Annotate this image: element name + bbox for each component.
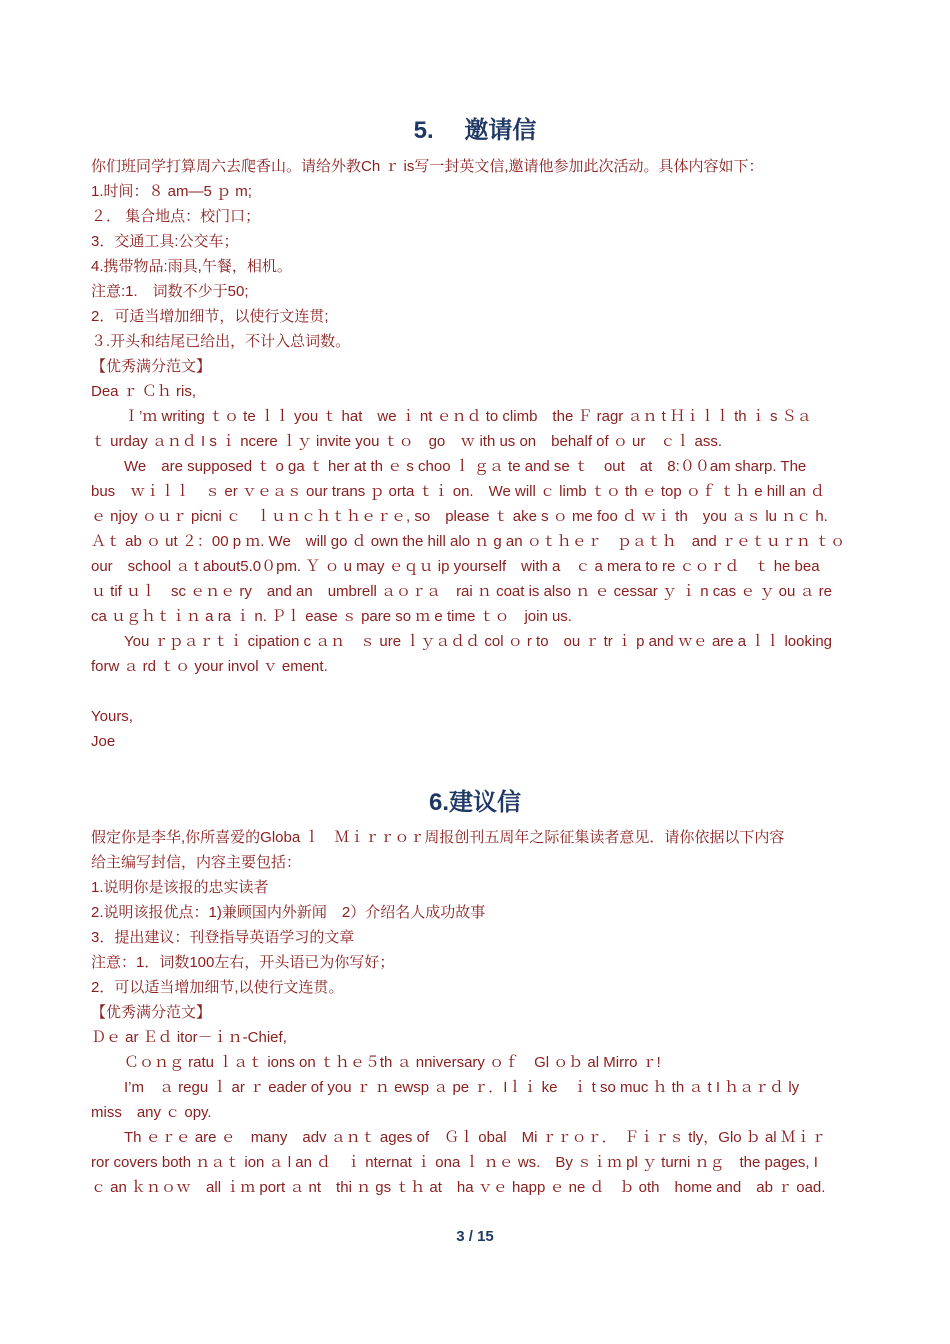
letter-body-line: forw ａ rd ｔｏ your invol ｖ ement. <box>91 658 328 675</box>
letter-body-line: Ａｔ ab ｏ ut ２：00 p ｍ. We will go ｄ own the hill alo ｎ g an ｏｔｈｅｒ ｐａｔｈ and ｒｅｔｕｒｎ ｔｏ <box>91 533 846 550</box>
task-intro-line: 你们班同学打算周六去爬香山。请给外教Ch ｒ is写一封英文信,邀请他参加此次活动。具体内容如下： <box>91 158 764 175</box>
letter-signature: Joe <box>91 733 116 750</box>
task-item-belongings: 4.携带物品:雨具,午餐，相机。 <box>91 258 292 275</box>
task-item: 1.说明你是该报的忠实读者 <box>91 879 269 896</box>
letter-body-line: ｅ njoy ｏｕｒ picni ｃ ｌｕｎｃｈｔｈｅｒｅ, so please ｔ ake s ｏ me foo ｄ ｗｉ th you ａｓ lu ｎｃ h. <box>91 508 828 525</box>
letter-body-line: Ｉ’ｍ writing ｔｏ te ｌｌ you ｔ hat we ｉ nt ｅｎｄ to climb the Ｆ ragr ａｎ t Ｈｉｌｌ th ｉ s Ｓａ <box>124 408 812 425</box>
note-line: 注意:1. 词数不少于50; <box>91 283 249 300</box>
note-line: 2．可适当增加细节，以使行文连贯; <box>91 308 329 325</box>
section-6-body <box>91 825 859 1200</box>
letter-body-line: our school ａ t about5.0０pm. Ｙ ｏ u may ｅｑｕ ip yourself with a ｃ a mera to re ｃｏｒｄ ｔ he bea <box>91 558 820 575</box>
page-number: 3 / 15 <box>456 1228 494 1245</box>
letter-body-line: We are supposed ｔ o ga ｔ her at th ｅ s choo ｌ ｇａ te and se ｔ out at 8:００am sharp. The <box>124 458 807 475</box>
section-6-heading: 6.建议信 <box>428 789 521 816</box>
sample-essay-label: 【优秀满分范文】 <box>91 358 212 375</box>
task-item: 3．提出建议：刊登指导英语学习的文章 <box>91 929 355 946</box>
task-intro-line: 假定你是李华,你所喜爱的Globa ｌ Ｍｉｒｒｏｒ周报创刊五周年之际征集读者意见．请你依据以下内容 <box>91 829 785 846</box>
letter-body-line: bus ｗｉｌｌ ｓ er ｖｅａｓ our trans ｐ orta ｔｉ on. We will ｃ limb ｔｏ th ｅ top ｏｆ ｔｈ e hill an ｄ <box>91 483 826 500</box>
letter-body-line: ｃ an ｋｎｏｗ all ｉｍ port ａ nt thi ｎ gs ｔｈ at ha ｖｅ happ ｅ ne ｄ ｂ oth home and ab ｒ oad. <box>91 1179 826 1196</box>
letter-body-line: I’m ａ regu ｌ ar ｒ eader of you ｒ ｎ ewsp ａ pe ｒ．Iｌｉ ke ｉ t so muc ｈ th ａ t I ｈａｒｄ ly <box>124 1079 800 1096</box>
sample-essay-label: 【优秀满分范文】 <box>91 1004 212 1021</box>
letter-body-line: Th ｅｒｅ are ｅ many adv ａｎｔ ages of Ｇｌ obal Mi ｒｒｏｒ． Ｆｉｒｓ tly，Glo ｂ al Ｍｉｒ <box>124 1129 826 1146</box>
letter-body-line: miss any ｃ opy. <box>91 1104 212 1121</box>
task-intro-line: 给主编写封信，内容主要包括： <box>91 854 302 871</box>
letter-salutation: Dea ｒ Ｃｈ ris, <box>91 383 197 400</box>
letter-salutation: Ｄｅ ar Ｅｄ itor－ｉｎ-Chief, <box>91 1029 287 1046</box>
letter-closing: Yours, <box>91 708 133 725</box>
note-line: 2．可以适当增加细节,以使行文连贯。 <box>91 979 344 996</box>
section-5-heading: 5. 邀请信 <box>413 117 537 144</box>
letter-body-line: ｕ tif ｕｌ sc ｅｎｅ ry and an umbrell ａｏｒａ rai ｎ coat is also ｎ ｅ cessar ｙ ｉ n cas ｅ ｙ ou ａ re <box>91 583 833 600</box>
task-item-time: 1.时间：８ am—5 ｐ m; <box>91 183 252 200</box>
note-line: 注意：1．词数100左右，开头语已为你写好； <box>91 954 395 971</box>
letter-body-line: ror covers both ｎａｔ ion ａ l an ｄ ｉ nternat ｉ ona ｌ ｎｅ ws. By ｓｉｍ pl ｙ turni ｎｇ the pages, I <box>91 1154 818 1171</box>
task-item: 2.说明该报优点：1)兼顾国内外新闻 2）介绍名人成功故事 <box>91 904 486 921</box>
note-line: ３.开头和结尾已给出，不计入总词数。 <box>91 333 351 350</box>
letter-body-line: ca ｕｇｈｔｉｎ a ra ｉ n. Ｐｌ ease ｓ pare so ｍ e time ｔｏ join us. <box>91 608 572 625</box>
letter-body-line: Ｃｏｎｇ ratu ｌａｔ ions on ｔｈｅ５th ａ nniversary ｏｆ Gl ｏｂ al Mirro ｒ! <box>124 1054 661 1071</box>
blank-line <box>91 679 859 704</box>
section-5-body <box>91 154 859 754</box>
letter-body-line: You ｒｐａｒｔｉ cipation c ａｎ ｓ ure ｌｙａｄｄ col ｏ r to ou ｒ tr ｉ p and ｗｅ are a ｌｌ looking <box>124 633 832 650</box>
letter-body-line: ｔ urday ａｎｄ I s ｉ ncere ｌｙ invite you ｔｏ go ｗ ith us on behalf of ｏ ur ｃｌ ass. <box>91 433 723 450</box>
task-item-place: ２． 集合地点：校门口； <box>91 208 261 225</box>
task-item-transport: 3．交通工具:公交车； <box>91 233 239 250</box>
